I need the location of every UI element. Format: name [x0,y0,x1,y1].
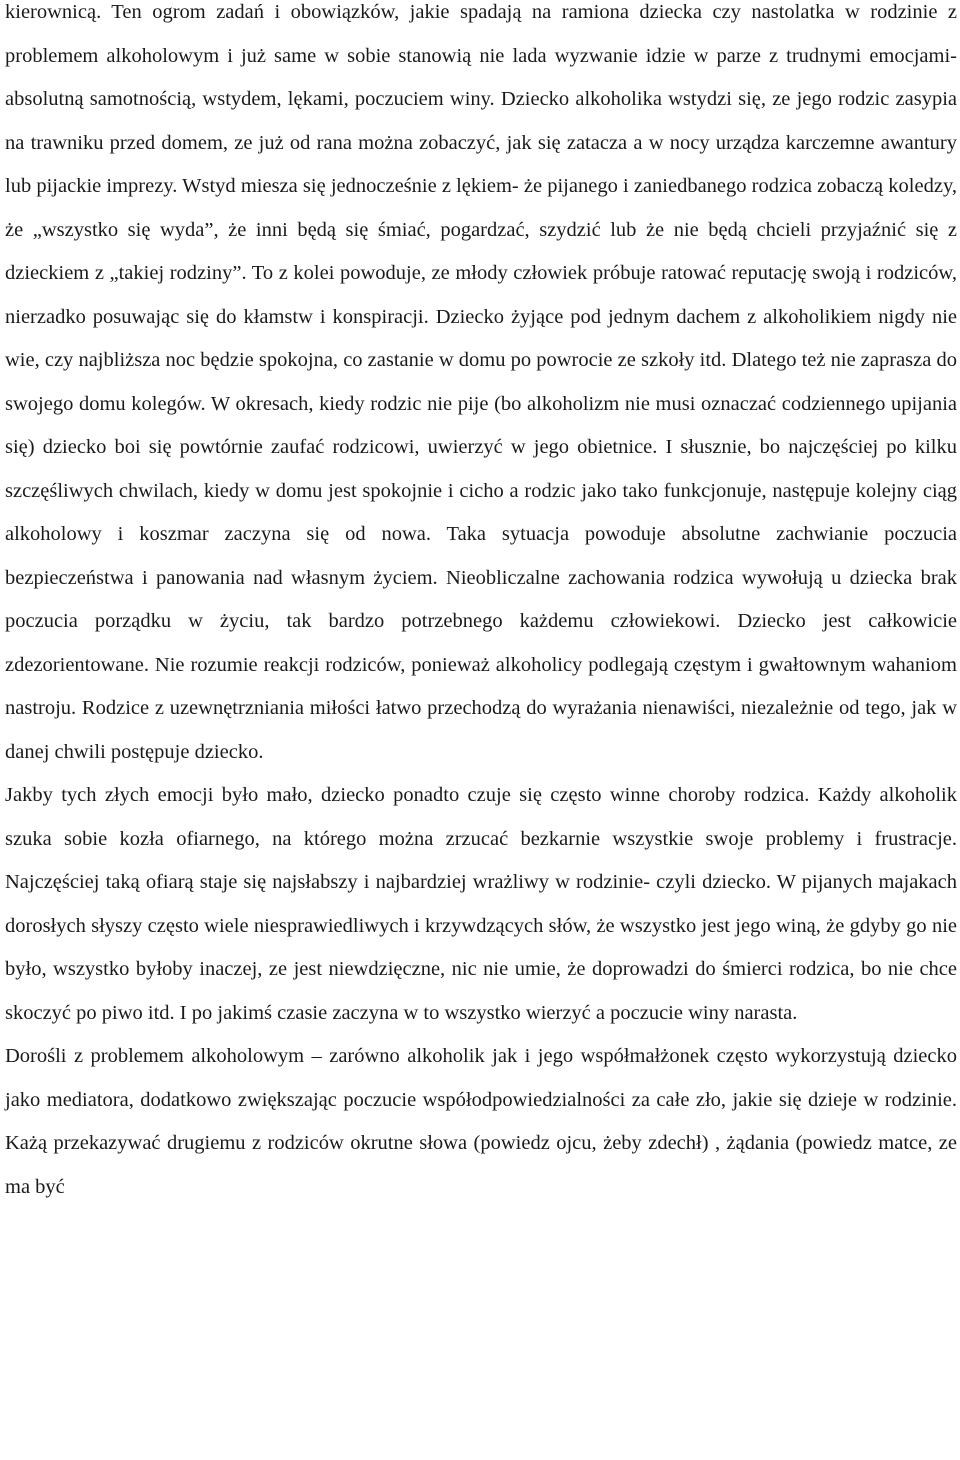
paragraph: Dorośli z problemem alkoholowym – zarówno alkoholik jak i jego współmałżonek często wykorzystują dziecko jako mediatora, dodatkowo zwiększając poczucie współodpowiedzialności za całe zło, jakie się dzieje w rodzinie. Każą przekazywać drugiemu z rodziców okrutne słowa (powiedz ojcu, żeby zdechł) , żądania (powiedz matce, ze ma być [5,1045,957,1198]
paragraph: Jakby tych złych emocji było mało, dziecko ponadto czuje się często winne choroby rodzica. Każdy alkoholik szuka sobie kozła ofiarnego, na którego można zrzucać bezkarnie wszystkie swoje problemy i frustracje. Najczęściej taką ofiarą staje się najsłabszy i najbardziej wrażliwy w rodzinie- czyli dziecko. W pijanych majakach dorosłych słyszy często wiele niesprawiedliwych i krzywdzących słów, że wszystko jest jego winą, że gdyby go nie było, wszystko byłoby inaczej, ze jest niewdzięczne, nic nie umie, że doprowadzi do śmierci rodzica, bo nie chce skoczyć po piwo itd. I po jakimś czasie zaczyna w to wszystko wierzyć a poczucie winy narasta. [5,784,957,1024]
paragraph: kierownicą. Ten ogrom zadań i obowiązków, jakie spadają na ramiona dziecka czy nastolatka w rodzinie z problemem alkoholowym i już same w sobie stanowią nie lada wyzwanie idzie w parze z trudnymi emocjami- absolutną samotnością, wstydem, lękami, poczuciem winy. Dziecko alkoholika wstydzi się, ze jego rodzic zasypia na trawniku przed domem, ze już od rana można zobaczyć, jak się zatacza a w nocy urządza karczemne awantury lub pijackie imprezy. Wstyd miesza się jednocześnie z lękiem- że pijanego i zaniedbanego rodzica zobaczą koledzy, że „wszystko się wyda”, że inni będą się śmiać, pogardzać, szydzić lub że nie będą chcieli przyjaźnić się z dzieckiem z „takiej rodziny”. To z kolei powoduje, ze młody człowiek próbuje ratować reputację swoją i rodziców, nierzadko posuwając się do kłamstw i konspiracji. Dziecko żyjące pod jednym dachem z alkoholikiem nigdy nie wie, czy najbliższa noc będzie spokojna, co zastanie w domu po powrocie ze szkoły itd. Dlatego też nie zaprasza do swojego domu kolegów. W okresach, kiedy rodzic nie pije (bo alkoholizm nie musi oznaczać codziennego upijania się) dziecko boi się powtórnie zaufać rodzicowi, uwierzyć w jego obietnice. I słusznie, bo najczęściej po kilku szczęśliwych chwilach, kiedy w domu jest spokojnie i cicho a rodzic jako tako funkcjonuje, następuje kolejny ciąg alkoholowy i koszmar zaczyna się od nowa. Taka sytuacja powoduje absolutne zachwianie poczucia bezpieczeństwa i panowania nad własnym życiem. Nieobliczalne zachowania rodzica wywołują u dziecka brak poczucia porządku w życiu, tak bardzo potrzebnego każdemu człowiekowi. Dziecko jest całkowicie zdezorientowane. Nie rozumie reakcji rodziców, ponieważ alkoholicy podlegają częstym i gwałtownym wahaniom nastroju. Rodzice z uzewnętrzniania miłości łatwo przechodzą do wyrażania nienawiści, niezależnie od tego, jak w danej chwili postępuje dziecko. [5,1,957,763]
document-page [5,0,957,1209]
